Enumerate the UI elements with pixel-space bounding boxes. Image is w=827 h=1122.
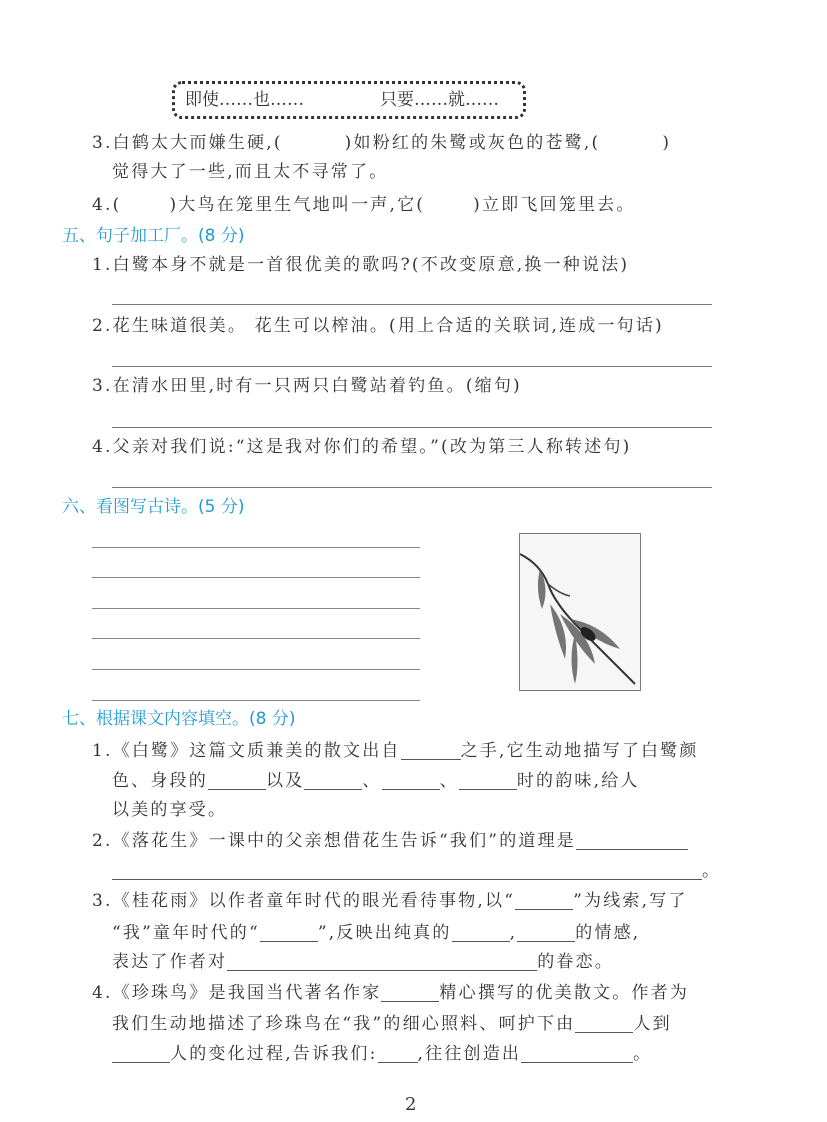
- question-5-4: 4.父亲对我们说:“这是我对你们的希望。”(改为第三人称转述句): [92, 437, 632, 457]
- question-5-1: 1.白鹭本身不就是一首很优美的歌吗?(不改变原意,换一种说法): [92, 255, 630, 275]
- question-7-4: 4.《珍珠鸟》是我国当代著名作家 精心撰写的优美散文。作者为: [92, 983, 690, 1003]
- question-text: 人的变化过程,告诉我们: ,往往创造出 。: [112, 1043, 652, 1065]
- blank[interactable]: [208, 771, 266, 790]
- blank[interactable]: [260, 923, 318, 942]
- blank[interactable]: [576, 831, 688, 850]
- question-5-2: 2.花生味道很美。 花生可以榨油。(用上合适的关联词,连成一句话): [92, 316, 664, 336]
- answer-line[interactable]: [112, 487, 712, 488]
- question-text: “我”童年时代的“ ”,反映出纯真的 , 的情感,: [112, 923, 641, 943]
- blank[interactable]: [575, 1014, 633, 1033]
- conjunction-word-box: [172, 81, 526, 119]
- poem-line[interactable]: [92, 608, 420, 609]
- page-number: 2: [405, 1094, 417, 1115]
- blank[interactable]: [112, 861, 702, 880]
- blank[interactable]: [459, 771, 517, 790]
- blank[interactable]: [517, 923, 575, 942]
- blank[interactable]: [452, 923, 510, 942]
- question-text: 。: [112, 860, 721, 882]
- poem-line[interactable]: [92, 547, 420, 548]
- blank[interactable]: [521, 1044, 633, 1063]
- question-text: 色、身段的 以及 、 、 时的韵味,给人: [112, 771, 640, 791]
- question-text: 我们生动地描述了珍珠鸟在“我”的细心照料、呵护下由 人到: [112, 1014, 672, 1034]
- answer-line[interactable]: [112, 366, 712, 367]
- blank[interactable]: [112, 1044, 170, 1063]
- blank[interactable]: [304, 771, 362, 790]
- poem-line[interactable]: [92, 638, 420, 639]
- question-text: 以美的享受。: [112, 800, 228, 820]
- blank[interactable]: [378, 1044, 418, 1063]
- question-7-3: 3.《桂花雨》以作者童年时代的眼光看待事物,以“ ”为线索,写了: [92, 891, 688, 911]
- blank[interactable]: [381, 983, 439, 1002]
- question-4-4: 4.( )大鸟在笼里生气地叫一声,它( )立即飞回笼里去。: [92, 195, 636, 215]
- question-7-1: 1.《白鹭》这篇文质兼美的散文出自 之手,它生动地描写了白鹭颜: [92, 741, 699, 761]
- section-5-heading: 五、句子加工厂。(8 分): [62, 226, 245, 246]
- blank[interactable]: [227, 952, 537, 971]
- question-text: 表达了作者对 的眷恋。: [112, 952, 615, 972]
- poem-line[interactable]: [92, 669, 420, 670]
- blank[interactable]: [515, 891, 573, 910]
- answer-line[interactable]: [112, 427, 712, 428]
- blank[interactable]: [401, 741, 461, 760]
- answer-line[interactable]: [112, 304, 712, 305]
- poem-line[interactable]: [92, 577, 420, 578]
- conjunction-pair: 即使……也……: [185, 90, 304, 110]
- conjunction-pair: 只要……就……: [380, 90, 499, 110]
- cicada-on-willow-illustration: [519, 533, 641, 691]
- question-7-2: 2.《落花生》一课中的父亲想借花生告诉“我们”的道理是: [92, 830, 688, 852]
- section-7-heading: 七、根据课文内容填空。(8 分): [62, 709, 296, 729]
- poem-line[interactable]: [92, 700, 420, 701]
- question-text: 觉得大了一些,而且太不寻常了。: [112, 162, 389, 182]
- question-4-3: 3.白鹤太大而嫌生硬,( )如粉红的朱鹭或灰色的苍鹭,( ): [92, 133, 672, 153]
- blank[interactable]: [382, 771, 440, 790]
- section-6-heading: 六、看图写古诗。(5 分): [62, 497, 245, 517]
- question-5-3: 3.在清水田里,时有一只两只白鹭站着钓鱼。(缩句): [92, 376, 522, 396]
